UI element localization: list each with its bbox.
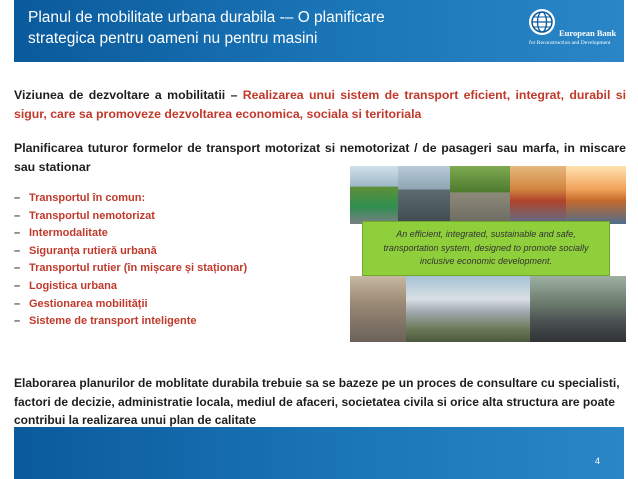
- list-item: – Transportul în comun:: [14, 192, 146, 204]
- consultation-paragraph: Elaborarea planurilor de moblitate durabila trebuie sa se bazeze pe un proces de consultare cu specialisti, factori de decizie, administratie locala, mediul de afaceri, societatea civila si orice alta structura are poate contribui la realizarea unui plan de calitate: [14, 376, 620, 427]
- ebrd-logo: [511, 6, 631, 52]
- vision-highlight: Realizarea unui sistem de transport eficient, integrat, durabil si sigur, care sa promoveze dezvoltarea economica, sociala si teritoriala: [14, 88, 626, 121]
- logo-subtitle: for Reconstruction and Development: [529, 40, 611, 46]
- list-item: – Siguranța rutieră urbană: [14, 244, 157, 257]
- vision-banner: [362, 221, 610, 276]
- ebrd-globe-icon: [529, 9, 555, 35]
- red-bridge-photo: [510, 166, 566, 224]
- list-item: – Gestionarea mobilității: [14, 297, 148, 310]
- list-item: – Transportul nemotorizat: [14, 209, 155, 222]
- tree-lined-street-photo: [450, 166, 510, 224]
- bike-lane-photo: [350, 166, 398, 224]
- list-item: – Sisteme de transport inteligente: [14, 315, 197, 328]
- tram-station-photo: [398, 166, 450, 224]
- light-rail-photo: [406, 276, 530, 342]
- slide-footer: [14, 427, 624, 479]
- bridge-skyline-photo: [566, 166, 626, 224]
- slide-title: Planul de mobilitate urbana durabila -– O planificare strategica pentru oameni nu pentru masini: [28, 9, 385, 47]
- transport-topics-list: [14, 190, 247, 331]
- list-item: – Logistica urbana: [14, 279, 118, 292]
- pedestrian-street-photo: [350, 276, 406, 342]
- page-number: 4: [594, 456, 600, 466]
- list-item: – Transportul rutier (în mișcare și staționar): [14, 262, 248, 275]
- vision-paragraph: [14, 86, 626, 124]
- logo-name: European Bank: [559, 28, 617, 38]
- bicycles-photo: [530, 276, 626, 342]
- list-item: – Intermodalitate: [14, 227, 108, 240]
- slide-header: [14, 0, 624, 62]
- banner-text: An efficient, integrated, sustainable and safe, transportation system, designed to promote socially inclusive economic development.: [383, 229, 589, 266]
- planning-paragraph: Planificarea tuturor formelor de transport motorizat si nemotorizat / de pasageri sau marfa, in miscare sau stationar: [14, 141, 626, 174]
- vision-lead: Viziunea de dezvoltare a mobilitatii –: [14, 88, 243, 102]
